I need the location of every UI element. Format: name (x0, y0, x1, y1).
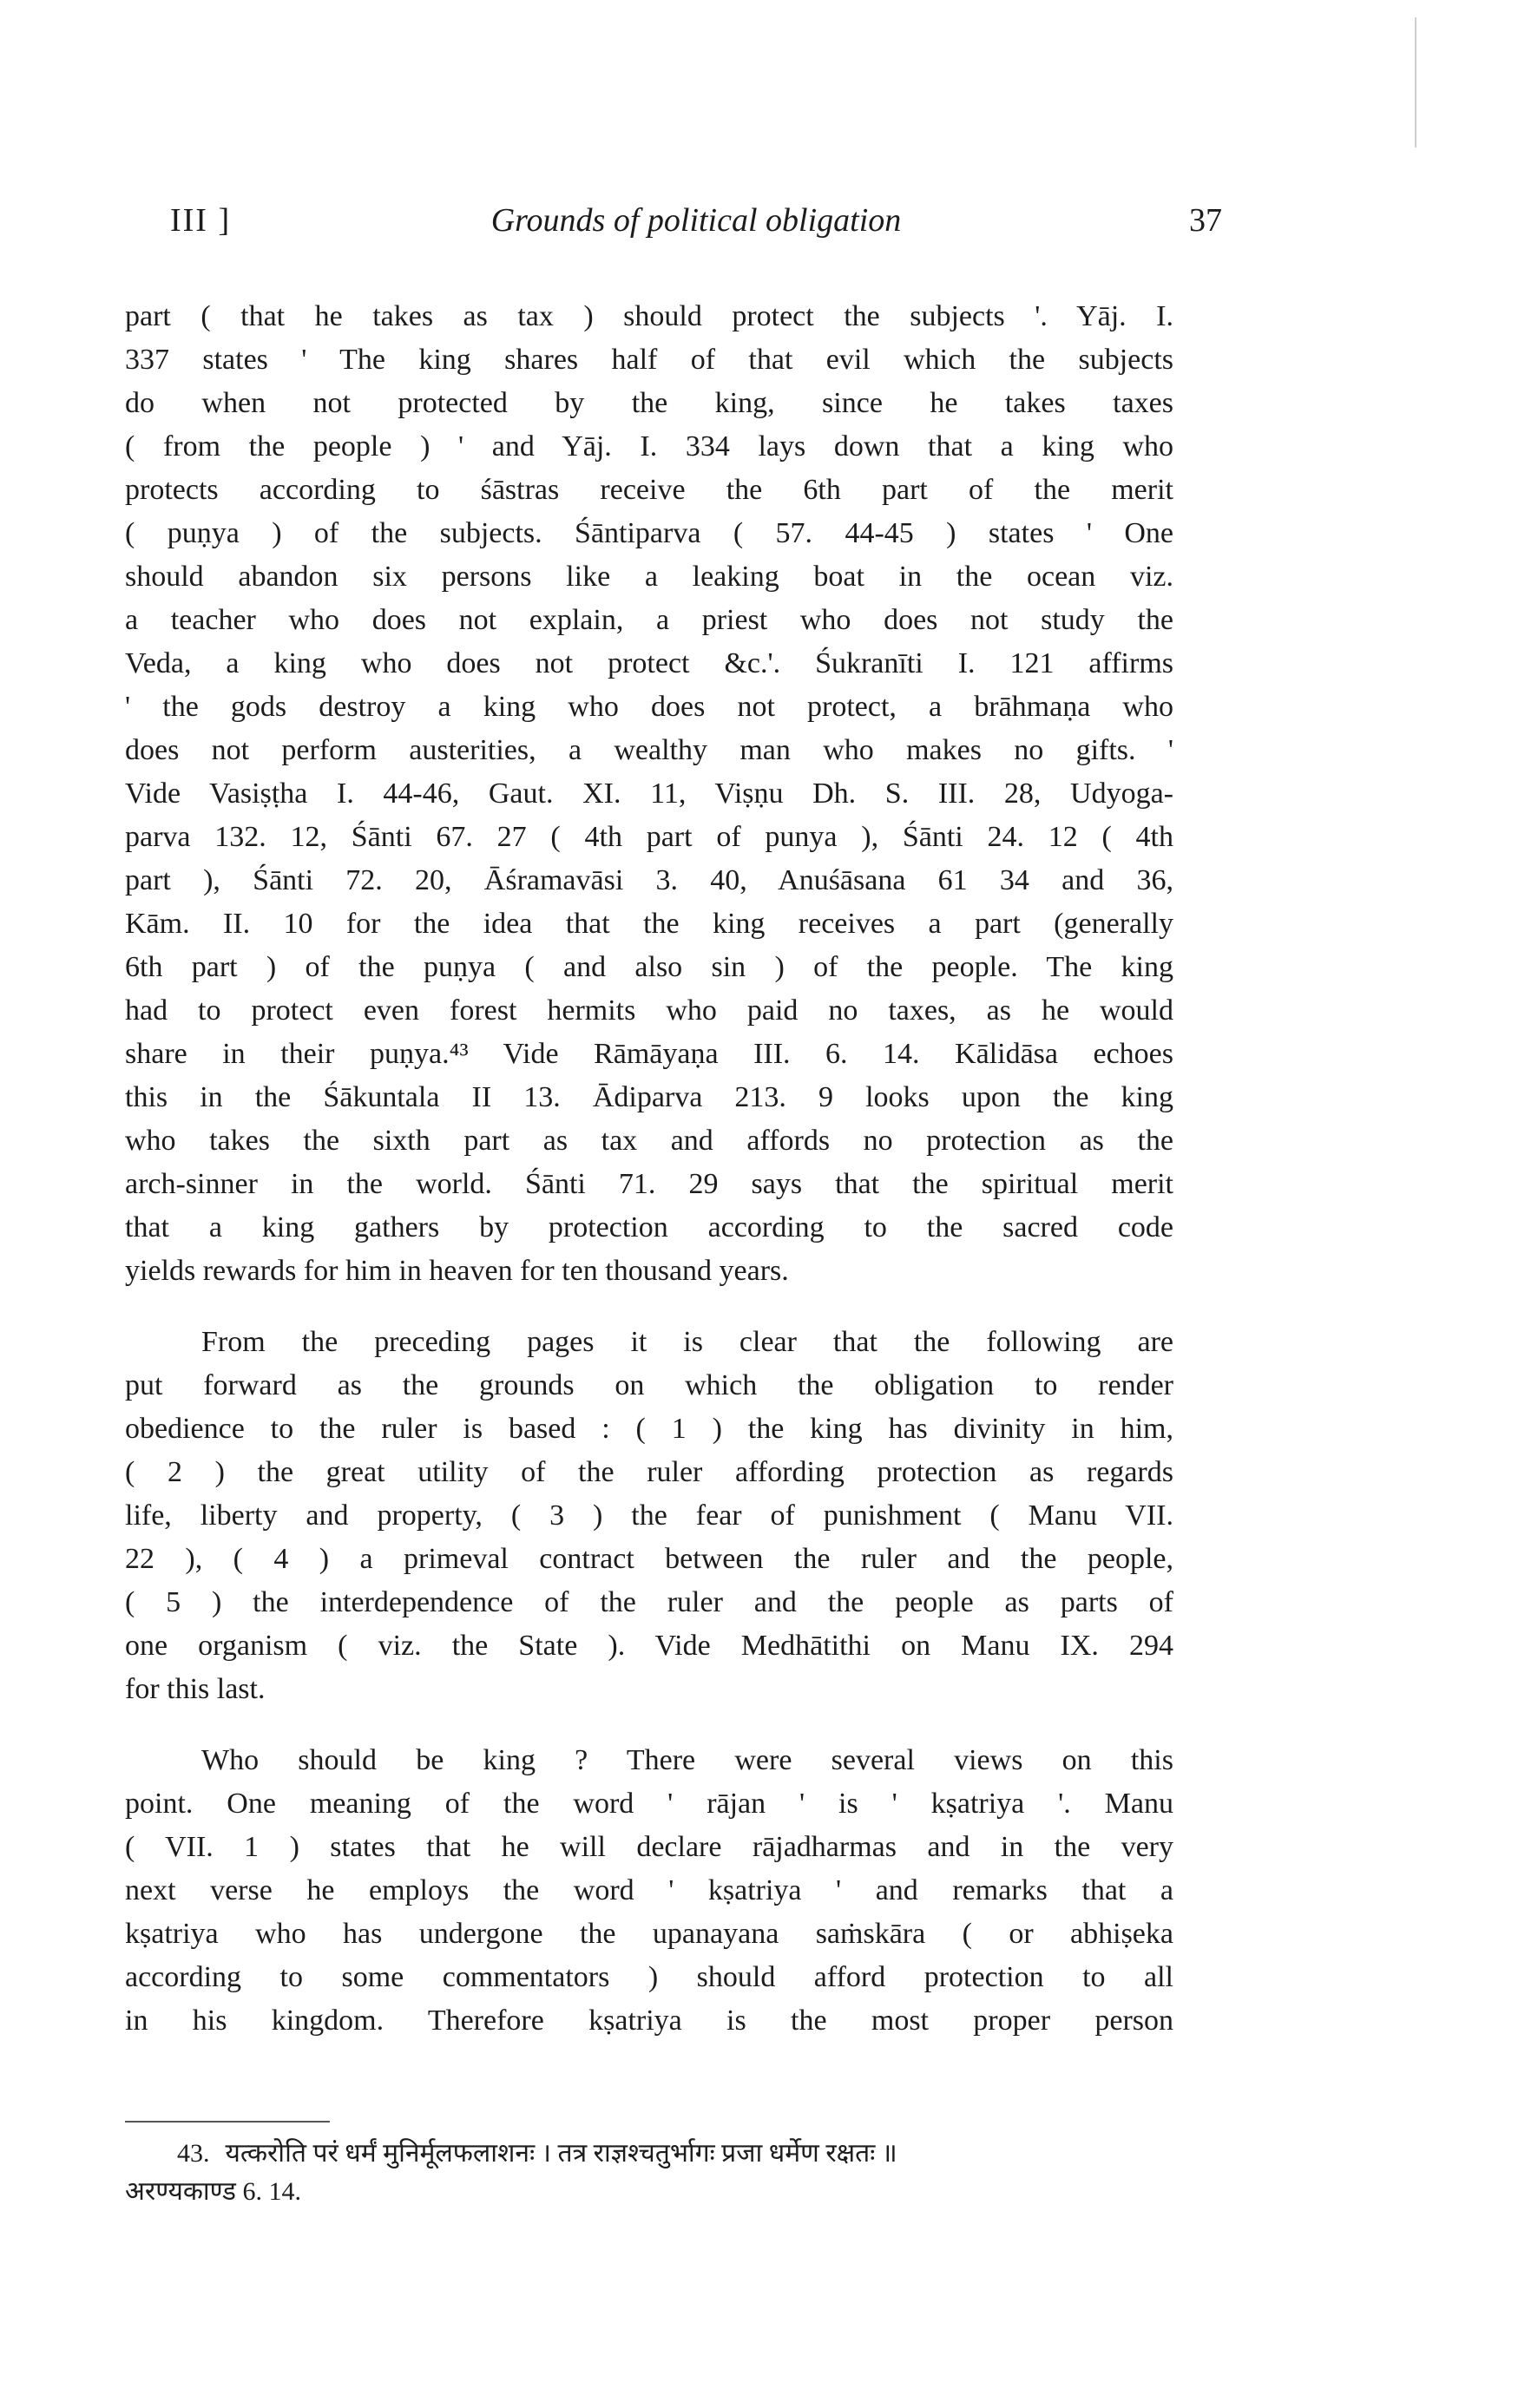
footnote-number: 43. (177, 2139, 210, 2168)
text-line: that a king gathers by protection according to the sacred code (125, 1211, 1173, 1243)
page-number: 37 (1189, 202, 1222, 239)
text-line: 6th part ) of the puṇya ( and also sin ) of the people. The king (125, 951, 1173, 983)
text-line: 337 states ' The king shares half of that evil which the subjects (125, 344, 1173, 376)
text-line: arch-sinner in the world. Śānti 71. 29 says that the spiritual merit (125, 1168, 1173, 1200)
section-number: III ] (170, 202, 232, 239)
paragraph-3 (125, 1739, 1173, 2043)
scan-edge-mark (1415, 17, 1416, 148)
text-line: put forward as the grounds on which the obligation to render (125, 1369, 1173, 1401)
text-line: 22 ), ( 4 ) a primeval contract between the ruler and the people, (125, 1543, 1173, 1575)
text-line: had to protect even forest hermits who paid no taxes, as he would (125, 994, 1173, 1027)
text-line: share in their puṇya.⁴³ Vide Rāmāyaṇa III. 6. 14. Kālidāsa echoes (125, 1038, 1173, 1070)
paragraph-1 (125, 295, 1173, 1293)
text-line: ( VII. 1 ) states that he will declare rājadharmas and in the very (125, 1831, 1173, 1863)
text-line: a teacher who does not explain, a priest who does not study the (125, 604, 1173, 636)
text-line: part ), Śānti 72. 20, Āśramavāsi 3. 40, Anuśāsana 61 34 and 36, (125, 864, 1173, 896)
text-line: should abandon six persons like a leaking boat in the ocean viz. (125, 561, 1173, 593)
text-line: ( 5 ) the interdependence of the ruler and the people as parts of (125, 1586, 1173, 1618)
text-line: does not perform austerities, a wealthy man who makes no gifts. ' (125, 734, 1173, 766)
text-line: From the preceding pages it is clear that the following are (201, 1326, 1173, 1358)
footnote-line-1 (125, 2135, 1173, 2173)
text-line: parva 132. 12, Śānti 67. 27 ( 4th part of punya ), Śānti 24. 12 ( 4th (125, 821, 1173, 853)
running-title: Grounds of political obligation (490, 202, 902, 239)
text-line: for this last. (125, 1673, 266, 1705)
footnote-verse: यत्करोति परं धर्मं मुनिर्मूलफलाशनः । तत्र राज्ञश्चतुर्भागः प्रजा धर्मेण रक्षतः ॥ (225, 2139, 897, 2168)
running-header (170, 201, 1222, 250)
text-line: life, liberty and property, ( 3 ) the fear of punishment ( Manu VII. (125, 1499, 1173, 1532)
text-line: this in the Śākuntala II 13. Ādiparva 213. 9 looks upon the king (125, 1081, 1173, 1113)
text-line: kṣatriya who has undergone the upanayana saṁskāra ( or abhiṣeka (125, 1918, 1173, 1950)
text-line: Who should be king ? There were several views on this (201, 1744, 1173, 1776)
footnote-line-2: अरण्यकाण्ड 6. 14. (125, 2177, 301, 2206)
body-text (125, 295, 1173, 2043)
text-line: Vide Vasiṣṭha I. 44-46, Gaut. XI. 11, Viṣṇu Dh. S. III. 28, Udyoga- (125, 778, 1173, 810)
text-line: ' the gods destroy a king who does not protect, a brāhmaṇa who (125, 691, 1173, 723)
text-line: ( puṇya ) of the subjects. Śāntiparva ( 57. 44-45 ) states ' One (125, 517, 1173, 549)
text-line: Kām. II. 10 for the idea that the king receives a part (generally (125, 908, 1173, 940)
text-line: who takes the sixth part as tax and affords no protection as the (125, 1125, 1173, 1157)
text-line: according to some commentators ) should afford protection to all (125, 1961, 1173, 1993)
text-line: ( from the people ) ' and Yāj. I. 334 lays down that a king who (125, 430, 1173, 463)
text-line: in his kingdom. Therefore kṣatriya is the most proper person (125, 2004, 1173, 2037)
text-line: do when not protected by the king, since he takes taxes (125, 387, 1173, 419)
text-line: yields rewards for him in heaven for ten thousand years. (125, 1255, 789, 1287)
text-line: protects according to śāstras receive the 6th part of the merit (125, 474, 1173, 506)
text-line: one organism ( viz. the State ). Vide Medhātithi on Manu IX. 294 (125, 1630, 1173, 1662)
paragraph-2 (125, 1321, 1173, 1711)
text-line: obedience to the ruler is based : ( 1 ) the king has divinity in him, (125, 1413, 1173, 1445)
text-line: part ( that he takes as tax ) should protect the subjects '. Yāj. I. (125, 300, 1173, 332)
text-line: ( 2 ) the great utility of the ruler affording protection as regards (125, 1456, 1173, 1488)
footnote (125, 2135, 1173, 2211)
text-line: point. One meaning of the word ' rājan ' is ' kṣatriya '. Manu (125, 1788, 1173, 1820)
text-line: Veda, a king who does not protect &c.'. Śukranīti I. 121 affirms (125, 647, 1173, 679)
footnote-divider (125, 2121, 330, 2123)
text-line: next verse he employs the word ' kṣatriya ' and remarks that a (125, 1874, 1173, 1906)
